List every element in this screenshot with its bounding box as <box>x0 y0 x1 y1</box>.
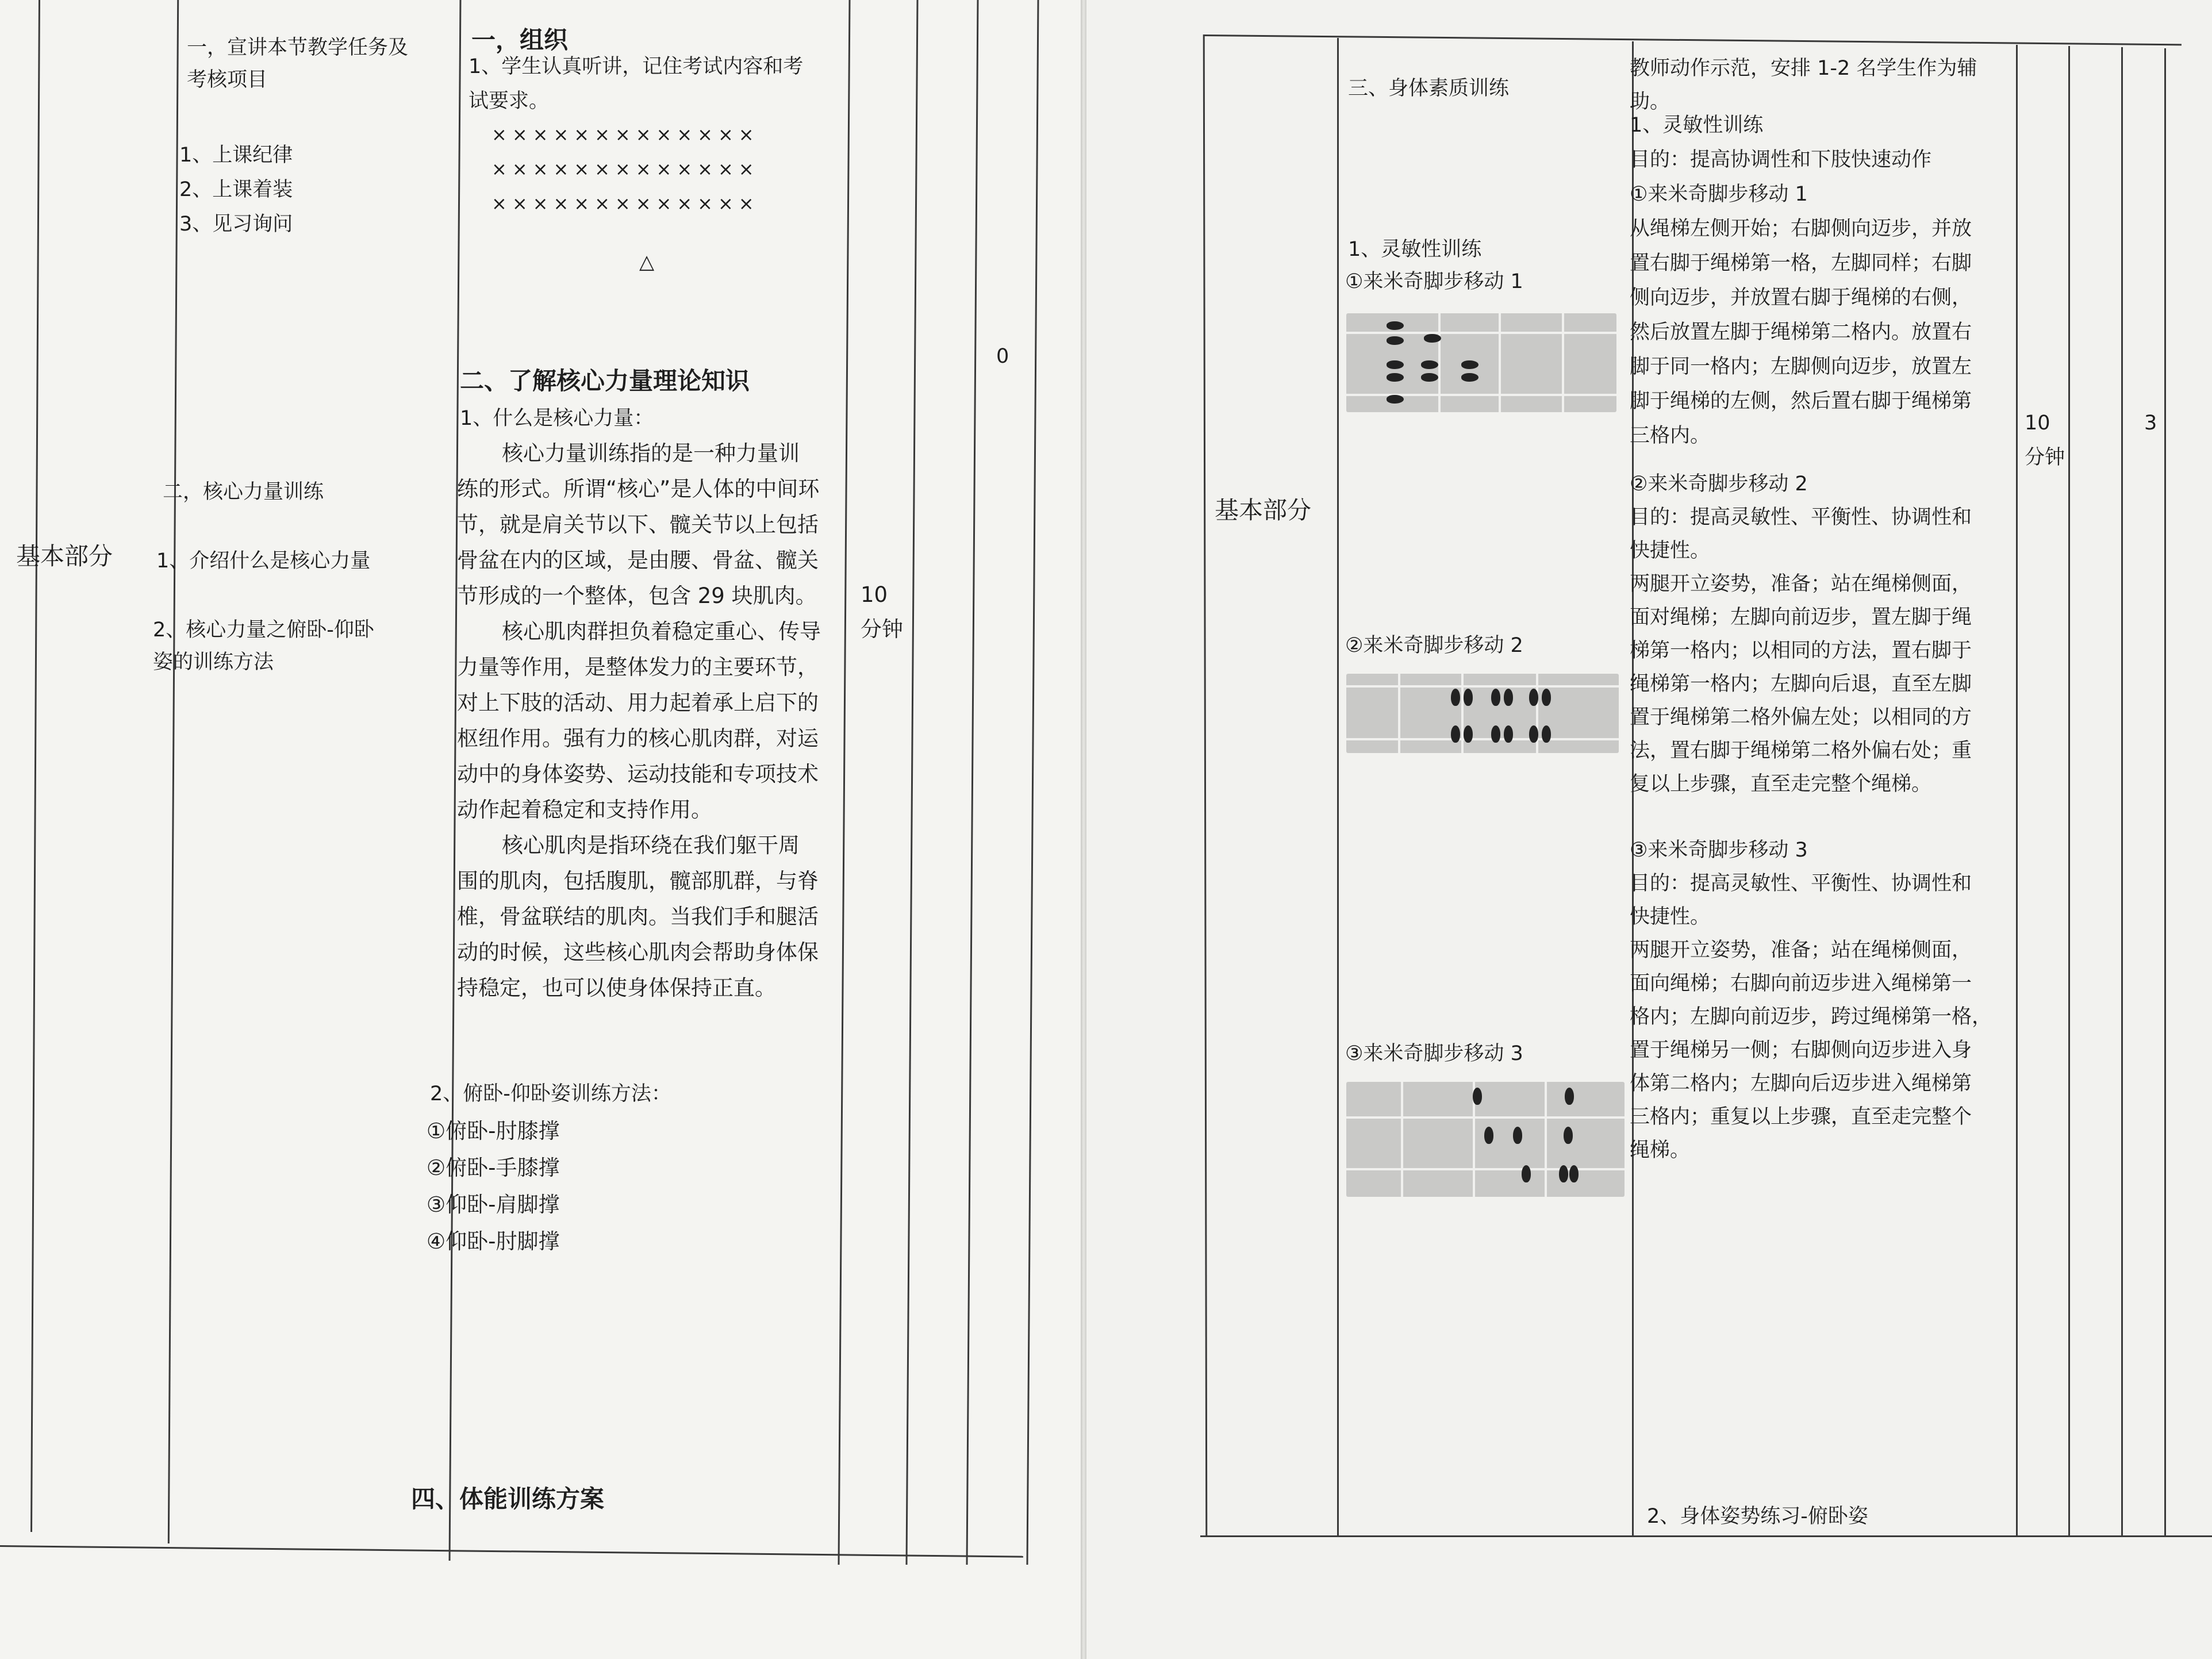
methods-list <box>427 1113 560 1260</box>
ladder-figure-2 <box>1346 674 1619 753</box>
formation-row: ××××××××××××× <box>491 158 759 180</box>
method-3-section: ③来米奇脚步移动 3 目的：提高灵敏性、平衡性、协调性和 快捷性。 两腿开立姿势，准备；站在绳梯侧面， 面向绳梯；右脚向前迈步进入绳梯第一 格内；左脚向前迈步，跨过绳梯第一格， 置于绳梯另一侧；右脚侧向迈步进入身 体第二格内；左脚向后迈步进入绳梯第 三格内；重复以上步骤，直至走完整个 绳梯。 <box>1630 839 1992 1162</box>
list-item: 3、见习询问 <box>179 213 293 236</box>
time-cell: 10 分钟 <box>2025 412 2065 469</box>
grid-line <box>2164 48 2166 1537</box>
list-item: ①俯卧-肘膝撑 <box>427 1119 560 1143</box>
theory-question: 1、什么是核心力量： <box>460 407 654 430</box>
formation-row: ××××××××××××× <box>491 124 759 145</box>
figure-label: ③来米奇脚步移动 3 <box>1345 1042 1523 1065</box>
organization-heading: 一，组织 <box>471 26 569 54</box>
ladder-figure-3 <box>1346 1082 1625 1197</box>
grid-line <box>2068 46 2070 1537</box>
list-item: ③仰卧-肩脚撑 <box>427 1192 560 1217</box>
method-2-section: ②来米奇脚步移动 2 目的：提高灵敏性、平衡性、协调性和 快捷性。 两腿开立姿势，准备；站在绳梯侧面， 面对绳梯；左脚向前迈步，置左脚于绳 梯第一格内；以相同的方法，置右脚于 绳梯第一格内；左脚向后退，直至左脚 置于绳梯第二格外偏左处；以相同的方 法，置右脚于绳梯第二格外偏右处；重 复以上步骤，直至走完整个绳梯。 <box>1630 473 1972 796</box>
book-gutter <box>1081 0 1086 1659</box>
posture-practice: 2、身体姿势练习-俯卧姿 <box>1647 1505 1868 1528</box>
time-cell: 10 分钟 <box>861 582 903 642</box>
figure-label: ①来米奇脚步移动 1 <box>1345 270 1523 293</box>
grid-line <box>2121 47 2123 1537</box>
tasks-title: 一，宣讲本节教学任务及 考核项目 <box>187 36 409 91</box>
organization-text: 1、学生认真听讲，记住考试内容和考 试要求。 <box>468 55 804 113</box>
methods-title: 2、俯卧-仰卧姿训练方法： <box>430 1082 671 1105</box>
plan-heading: 四、体能训练方案 <box>411 1485 605 1513</box>
grid-line <box>30 0 40 1532</box>
grid-line <box>168 0 179 1543</box>
list-item: 1、上课纪律 <box>179 144 293 167</box>
agility-label: 1、灵敏性训练 <box>1348 238 1482 261</box>
tasks-list <box>179 138 293 241</box>
quality-title: 三、身体素质训练 <box>1348 77 1510 100</box>
theory-paragraph: 核心力量训练指的是一种力量训 练的形式。所谓“核心”是人体的中间环 节，就是肩关节以下、髋关节以上包括 骨盆在内的区域，是由腰、骨盆、髋关 节形成的一个整体，包含 29 块肌肉。 核心肌肉群担负着稳定重心、传导 力量等作用，是整体发力的主要环节， 对上下肢的活动、用力起着承上启下的 枢纽作用。强有力的核心肌肉群，对运 动中的身体姿势、运动技能和专项技术 动作起着稳定和支持作用。 核心肌肉是指环绕在我们躯干周 围的肌肉，包括腹肌，髋部肌群，与脊 椎，骨盆联结的肌肉。当我们手和腿活 动的时候，这些核心肌肉会帮助身体保 持稳定，也可以使身体保持正直。 <box>457 441 821 1000</box>
grid-line <box>966 0 978 1565</box>
figure-label: ②来米奇脚步移动 2 <box>1345 634 1523 657</box>
theory-heading: 二、了解核心力量理论知识 <box>460 367 750 395</box>
intro-text: 教师动作示范，安排 1-2 名学生作为辅 助。 <box>1630 57 1977 113</box>
teacher-mark: △ <box>639 251 655 274</box>
section-label: 基本部分 <box>16 542 113 570</box>
left-page <box>0 0 1081 1659</box>
list-item: ②俯卧-手膝撑 <box>427 1155 560 1180</box>
grid-line <box>2016 45 2018 1537</box>
core-training-title: 二，核心力量训练 <box>163 481 324 504</box>
right-page <box>1086 0 2212 1659</box>
formation-row: ××××××××××××× <box>491 193 759 214</box>
section-label: 基本部分 <box>1215 496 1312 524</box>
grid-line <box>838 0 850 1565</box>
list-item: 2、上课着装 <box>179 178 293 201</box>
table-bottom-line <box>0 1545 1023 1558</box>
list-item: ④仰卧-肘脚撑 <box>427 1229 560 1254</box>
core-item-1: 1、介绍什么是核心力量 <box>156 550 371 573</box>
core-item-2: 2、核心力量之俯卧-仰卧 姿的训练方法 <box>153 619 374 674</box>
grid-line <box>905 0 918 1565</box>
agility-section: 1、灵敏性训练 目的：提高协调性和下肢快速动作 ①来米奇脚步移动 1 从绳梯左侧开始；右脚侧向迈步，并放 置右脚于绳梯第一格，左脚同样；右脚 侧向迈步，并放置右脚于绳梯的右侧， 然后放置左脚于绳梯第二格内。放置右 脚于同一格内；左脚侧向迈步，放置左 脚于绳梯的左侧，然后置右脚于绳梯第 三格内。 <box>1630 114 1972 447</box>
count-cell: 0 <box>996 345 1009 368</box>
table-bottom-line <box>1200 1535 2212 1537</box>
table-top-line <box>1204 34 2182 45</box>
count-cell: 3 <box>2144 412 2157 435</box>
grid-line <box>1337 38 1339 1537</box>
ladder-figure-1 <box>1346 313 1616 412</box>
grid-line <box>1203 34 1208 1537</box>
grid-line <box>1026 0 1039 1565</box>
